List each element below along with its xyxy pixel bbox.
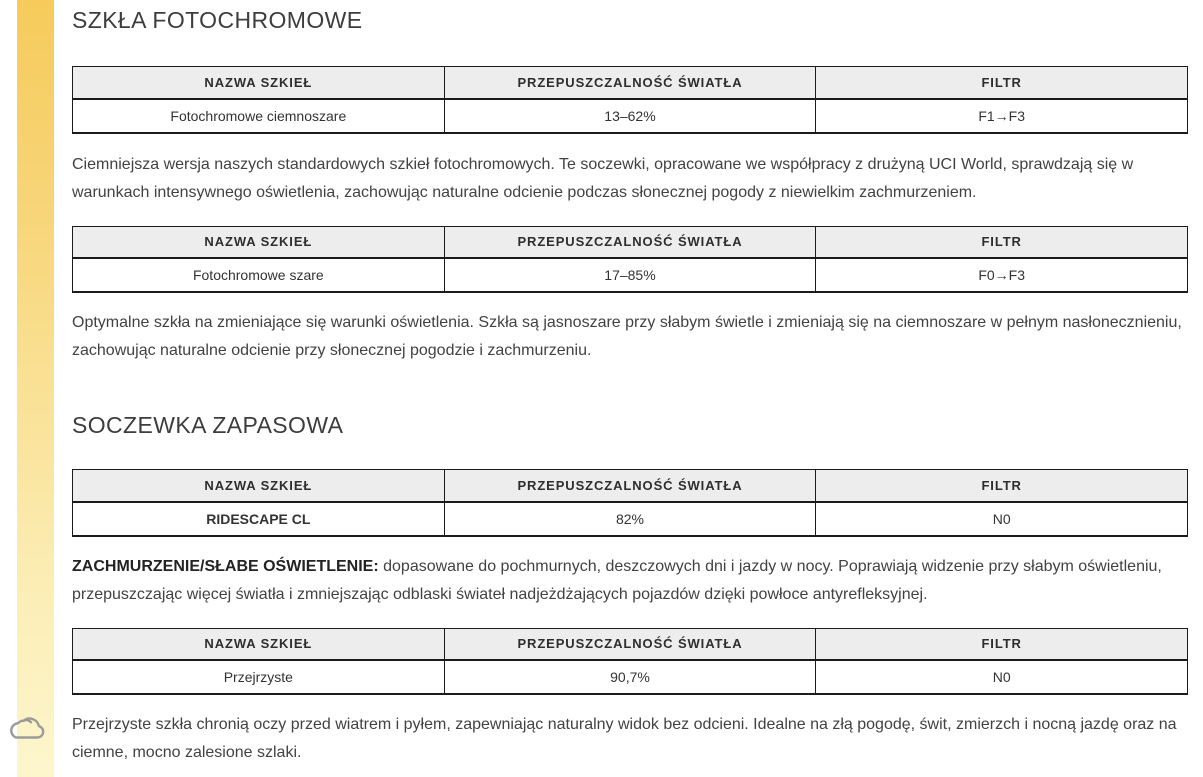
- col-header-lens-name: NAZWA SZKIEŁ: [73, 226, 445, 258]
- table-row: [73, 258, 1188, 292]
- lens-name-cell: Fotochromowe ciemnoszare: [73, 99, 445, 133]
- lens-table-photochromic-gray: [72, 226, 1188, 294]
- col-header-lens-name: NAZWA SZKIEŁ: [73, 67, 445, 99]
- description-photochromic-dark: Ciemniejsza wersja naszych standardowych szkieł fotochromowych. Te soczewki, opracowane we współpracy z drużyną UCI World, sprawdzają się w warunkach intensywnego oświetlenia, zachowując naturalne odcienie podczas słonecznej pogody z niewielkim zachmurzeniem.: [72, 155, 1134, 201]
- col-header-transmittance: PRZEPUSZCZALNOŚĆ ŚWIATŁA: [444, 470, 816, 502]
- lens-name-cell: Fotochromowe szare: [73, 258, 445, 292]
- description-photochromic-gray: Optymalne szkła na zmieniające się warunki oświetlenia. Szkła są jasnoszare przy słabym świetle i zmieniają się na ciemnoszare w pełnym nasłonecznieniu, zachowując naturalne odcienie przy słonecznej pogodzie i zachmurzeniu.: [72, 314, 1182, 359]
- transmittance-cell: 82%: [444, 502, 816, 536]
- col-header-filter: FILTR: [816, 470, 1188, 502]
- condition-label: ZACHMURZENIE/SŁABE OŚWIETLENIE:: [72, 557, 379, 575]
- table-header-row: [73, 470, 1188, 502]
- table-row: [73, 99, 1188, 133]
- lens-table-photochromic-dark: [72, 66, 1188, 134]
- lens-name-cell: RIDESCAPE CL: [73, 502, 445, 536]
- table-header-row: [73, 628, 1188, 660]
- description-ridescape: [72, 553, 1188, 609]
- table-header-row: [73, 67, 1188, 99]
- cloud-icon: [6, 713, 48, 743]
- main-content: [72, 0, 1188, 767]
- col-header-filter: FILTR: [816, 67, 1188, 99]
- table-row: [73, 660, 1188, 694]
- transmittance-cell: 17–85%: [444, 258, 816, 292]
- section-heading-spare-lens: SOCZEWKA ZAPASOWA: [72, 412, 344, 438]
- filter-cell: F0→F3: [816, 258, 1188, 292]
- col-header-lens-name: NAZWA SZKIEŁ: [73, 470, 445, 502]
- lens-table-clear: [72, 628, 1188, 696]
- col-header-filter: FILTR: [816, 226, 1188, 258]
- col-header-filter: FILTR: [816, 628, 1188, 660]
- col-header-lens-name: NAZWA SZKIEŁ: [73, 628, 445, 660]
- transmittance-cell: 90,7%: [444, 660, 816, 694]
- section-heading-photochromic: SZKŁA FOTOCHROMOWE: [72, 7, 363, 33]
- table-row: [73, 502, 1188, 536]
- col-header-transmittance: PRZEPUSZCZALNOŚĆ ŚWIATŁA: [444, 628, 816, 660]
- col-header-transmittance: PRZEPUSZCZALNOŚĆ ŚWIATŁA: [444, 67, 816, 99]
- filter-cell: N0: [816, 660, 1188, 694]
- condition-text: dopasowane do pochmurnych, deszczowych dni i jazdy w nocy. Poprawiają widzenie przy słabym oświetleniu, przepuszczając więcej światła i zmniejszając odblaski świateł nadjeżdżających pojazdów dzięki powłoce antyrefleksyjnej.: [72, 557, 1162, 603]
- col-header-transmittance: PRZEPUSZCZALNOŚĆ ŚWIATŁA: [444, 226, 816, 258]
- transmittance-cell: 13–62%: [444, 99, 816, 133]
- lens-table-ridescape: [72, 469, 1188, 537]
- filter-cell: N0: [816, 502, 1188, 536]
- lens-name-cell: Przejrzyste: [73, 660, 445, 694]
- table-header-row: [73, 226, 1188, 258]
- filter-cell: F1→F3: [816, 99, 1188, 133]
- description-clear: Przejrzyste szkła chronią oczy przed wiatrem i pyłem, zapewniając naturalny widok bez odcieni. Idealne na złą pogodę, świt, zmierzch i nocną jazdę oraz na ciemne, mocno zalesione szlaki.: [72, 716, 1177, 761]
- decorative-gradient-stripe: [17, 0, 54, 777]
